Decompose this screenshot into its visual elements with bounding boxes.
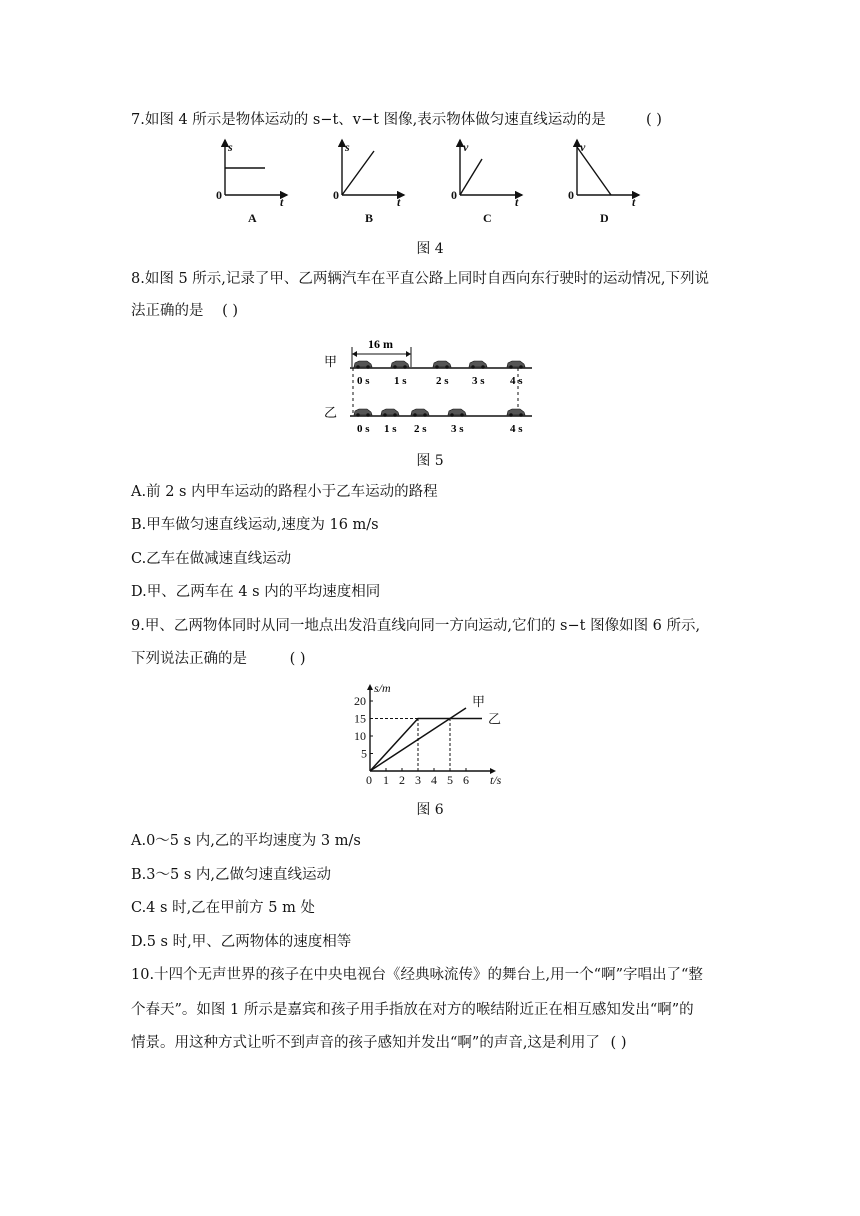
q7-graph-x-label: t <box>632 195 636 209</box>
q8-distance-label: 16 m <box>368 337 393 351</box>
q8-row2-time: 0 s <box>357 423 370 435</box>
q9-stem-line2: 下列说法正确的是 ( ) <box>131 651 306 667</box>
q7-graph-y-label: v <box>580 140 586 154</box>
chart-x-tick-label: 1 <box>383 773 389 787</box>
q8-stem-line2: 法正确的是 ( ) <box>131 303 239 319</box>
q7-graph-origin: 0 <box>333 188 339 202</box>
q7-bracket: ( ) <box>646 112 662 128</box>
q7-graph-y-label: s <box>345 140 350 154</box>
q8-option-b: B.甲车做匀速直线运动,速度为 16 m/s <box>131 517 379 533</box>
q9-caption: 图 6 <box>416 802 444 818</box>
q8-stem-line1: 8.如图 5 所示,记录了甲、乙两辆汽车在平直公路上同时自西向东行驶时的运动情况,下列说 <box>131 271 709 287</box>
chart-y-tick-label: 5 <box>361 746 367 761</box>
q9-bracket: ( ) <box>289 651 306 667</box>
q8-row1-time: 3 s <box>472 375 485 387</box>
q7-graph-line <box>342 151 374 195</box>
q8-row1-label: 甲 <box>324 354 338 369</box>
q8-bracket: ( ) <box>222 303 239 319</box>
chart-series-line <box>370 708 466 771</box>
q8-row1-time: 4 s <box>510 375 523 387</box>
q7-graph-origin: 0 <box>216 188 222 202</box>
q8-caption: 图 5 <box>416 453 444 469</box>
q7-graph-line <box>577 147 611 195</box>
chart-y-label: s/m <box>374 681 391 695</box>
q8-row2-time: 4 s <box>510 423 523 435</box>
q7-graph-option-label: D <box>600 211 609 225</box>
q8-row1-time: 2 s <box>436 375 449 387</box>
q7-graphs <box>0 135 860 235</box>
q7-graph-option-label: A <box>248 211 257 225</box>
q8-option-a: A.前 2 s 内甲车运动的路程小于乙车运动的路程 <box>131 484 438 500</box>
chart-x-tick-label: 0 <box>366 773 372 787</box>
q7-graph-y-label: s <box>228 140 233 154</box>
chart-x-tick-label: 6 <box>463 773 469 787</box>
q7-graph-x-label: t <box>397 195 401 209</box>
q7-graph-option-label: B <box>365 211 374 225</box>
q8-row1-time: 1 s <box>394 375 407 387</box>
q7-graph-line <box>460 159 482 195</box>
q7-graph-origin: 0 <box>568 188 574 202</box>
q8-row2-time: 3 s <box>451 423 464 435</box>
q9-chart <box>340 678 520 796</box>
q7-graph-x-label: t <box>515 195 519 209</box>
q9-option-b: B.3〜5 s 内,乙做匀速直线运动 <box>131 867 331 883</box>
q8-row1-time: 0 s <box>357 375 370 387</box>
q8-figure <box>320 333 550 443</box>
q8-row2-time: 1 s <box>384 423 397 435</box>
q10-bracket: ( ) <box>610 1035 627 1051</box>
q7-graph-option-label: C <box>483 211 492 225</box>
chart-x-tick-label: 5 <box>447 773 453 787</box>
q9-stem-line1: 9.甲、乙两物体同时从同一地点出发沿直线向同一方向运动,它们的 s−t 图像如图 6 所示, <box>131 618 701 634</box>
chart-y-tick-label: 20 <box>354 694 366 708</box>
q9-option-a: A.0〜5 s 内,乙的平均速度为 3 m/s <box>131 833 361 849</box>
chart-series-label: 乙 <box>488 711 502 727</box>
q7-graph-origin: 0 <box>451 188 457 202</box>
q9-option-d: D.5 s 时,甲、乙两物体的速度相等 <box>131 934 352 950</box>
q8-option-d: D.甲、乙两车在 4 s 内的平均速度相同 <box>131 584 381 600</box>
chart-x-label: t/s <box>490 773 502 787</box>
chart-x-tick-label: 4 <box>431 773 437 787</box>
chart-y-tick-label: 10 <box>354 729 366 743</box>
q7-caption: 图 4 <box>416 241 444 257</box>
q8-row2-label: 乙 <box>324 405 338 420</box>
q10-line2: 个春天”。如图 1 所示是嘉宾和孩子用手指放在对方的喉结附近正在相互感知发出“啊”的 <box>131 1002 694 1018</box>
q7-stem: 7.如图 4 所示是物体运动的 s−t、v−t 图像,表示物体做匀速直线运动的是 ( ) <box>131 112 662 128</box>
q8-option-c: C.乙车在做减速直线运动 <box>131 551 292 567</box>
q10-line1: 10.十四个无声世界的孩子在中央电视台《经典咏流传》的舞台上,用一个“啊”字唱出了“整 <box>131 967 703 983</box>
chart-x-tick-label: 3 <box>415 773 421 787</box>
chart-y-arrow <box>367 684 373 690</box>
q9-option-c: C.4 s 时,乙在甲前方 5 m 处 <box>131 900 315 916</box>
chart-y-tick-label: 15 <box>354 711 366 726</box>
q8-row2-time: 2 s <box>414 423 427 435</box>
q7-graph-x-label: t <box>280 195 284 209</box>
chart-series-label: 甲 <box>472 694 486 709</box>
q7-graph-y-label: v <box>463 140 469 154</box>
q10-line3: 情景。用这种方式让听不到声音的孩子感知并发出“啊”的声音,这是利用了 ( ) <box>131 1035 627 1051</box>
chart-series-line <box>370 719 482 772</box>
chart-x-tick-label: 2 <box>399 773 405 787</box>
